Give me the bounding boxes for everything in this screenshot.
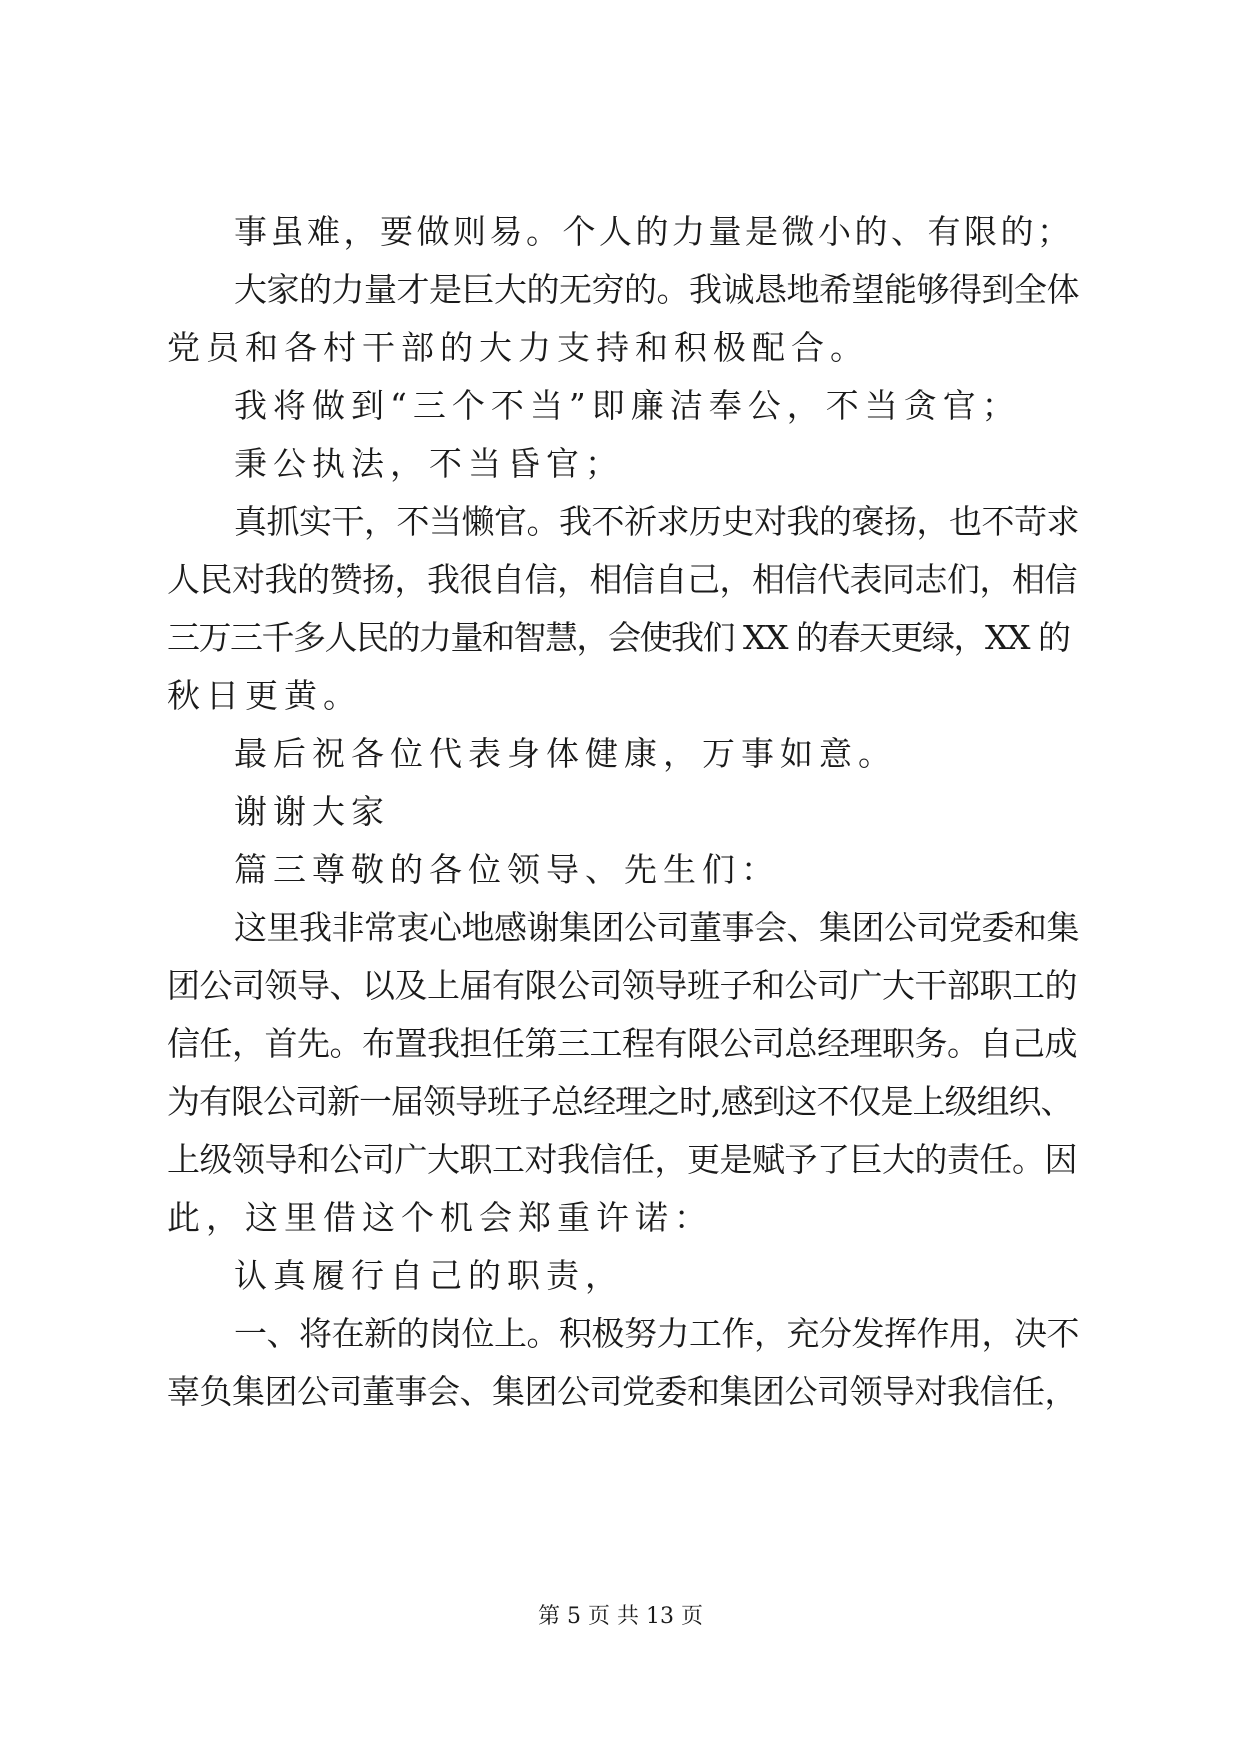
text-line: 人民对我的赞扬，我很自信，相信自己，相信代表同志们，相信 <box>167 560 1077 599</box>
text-line: 上级领导和公司广大职工对我信任，更是赋予了巨大的责任。因 <box>167 1140 1077 1179</box>
text-line: 信任，首先。布置我担任第三工程有限公司总经理职务。自己成 <box>167 1024 1077 1063</box>
text-line: 党员和各村干部的大力支持和积极配合。 <box>167 328 869 367</box>
text-line: 事虽难，要做则易。个人的力量是微小的、有限的； <box>234 212 1074 251</box>
text-line: 谢谢大家 <box>234 792 390 831</box>
text-line: 秋日更黄。 <box>167 676 362 715</box>
text-line: 真抓实干，不当懒官。我不祈求历史对我的褒扬，也不苛求 <box>234 502 1079 541</box>
text-line: 一、将在新的岗位上。积极努力工作，充分发挥作用，决不 <box>234 1314 1079 1353</box>
text-line: 三万三千多人民的力量和智慧，会使我们 XX 的春天更绿，XX 的 <box>167 618 1070 657</box>
text-line: 为有限公司新一届领导班子总经理之时,感到这不仅是上级组织、 <box>167 1082 1073 1121</box>
text-line: 此，这里借这个机会郑重许诺： <box>167 1198 713 1237</box>
text-line: 我将做到“三个不当”即廉洁奉公，不当贪官； <box>234 386 1021 425</box>
page-footer: 第 5 页 共 13 页 <box>538 1604 703 1629</box>
text-line: 秉公执法，不当昏官； <box>234 444 624 483</box>
text-line: 团公司领导、以及上届有限公司领导班子和公司广大干部职工的 <box>167 966 1077 1005</box>
text-line: 辜负集团公司董事会、集团公司党委和集团公司领导对我信任， <box>167 1372 1077 1411</box>
text-line: 大家的力量才是巨大的无穷的。我诚恳地希望能够得到全体 <box>234 270 1079 309</box>
text-line: 认真履行自己的职责， <box>234 1256 624 1295</box>
text-line: 最后祝各位代表身体健康，万事如意。 <box>234 734 897 773</box>
text-line: 这里我非常衷心地感谢集团公司董事会、集团公司党委和集 <box>234 908 1079 947</box>
text-line: 篇三尊敬的各位领导、先生们： <box>234 850 780 889</box>
